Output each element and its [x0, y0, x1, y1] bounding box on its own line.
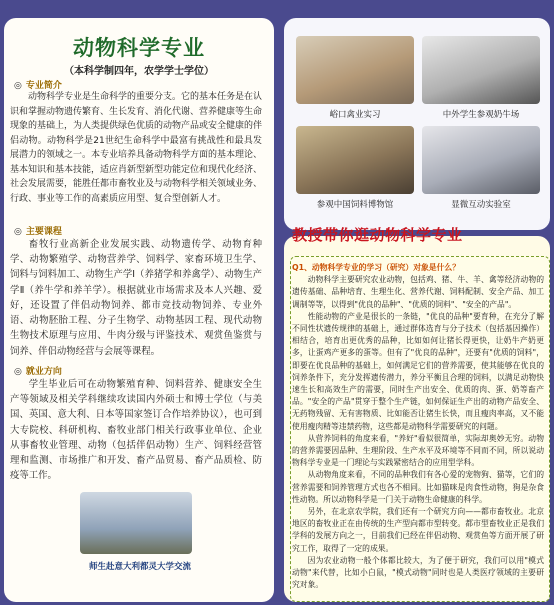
- photo-microscope-lab: [422, 126, 540, 194]
- section-text-career: 学生毕业后可在动物繁殖育种、饲料营养、健康安全生产等领域及相关学科继续攻读国内外硕士和博士学位（与美国、英国、意大利、日本等国家签订合作培养协议），也可到大专院校、科研机构、畜牧业部门相关行政事业单位、企业从事畜牧业管理、动物（包括伴侣动物）生产、饲料经营管理和监测、市场推广和开发、畜产品贸易、畜产品质检、防疫等工作。: [10, 379, 262, 482]
- photo-caption-4: 显微互动实验室: [451, 200, 511, 210]
- section-head-career: ◎ 就业方向: [14, 367, 62, 377]
- photo-caption-group: 师生赴意大利都灵大学交流: [88, 562, 191, 572]
- answer-paragraph: 因为农业动物一般个体都比较大，为了便于研究，我们可以用"模式动物"来代替，比如小白鼠，"模式动物"同时也是人类医疗领域的主要研究对象。: [292, 555, 544, 590]
- bullet-icon: ◎: [14, 367, 22, 377]
- photo-dairy-farm: [422, 36, 540, 104]
- bullet-icon: ◎: [14, 81, 22, 91]
- answer-paragraph: 性能动物的产业是很长的一条链，"优良的品种"要育种，在充分了解不同性状遗传规律的基础上，通过群体选育与分子技术（包括基因操作）相结合，培育出更优秀的品种，比如如何让猪长得更快，让奶牛产奶更多，让蛋鸡产更多的蛋等。但有了"优良的品种"，还要有"优质的饲料"，即要在优良品种的基础上，如何满足它们的营养需要，使其能够在优良的饲养条件下，充分发挥遗传潜力，养分平衡且合理的饲料，以满足动物快速生长和高效生产的需要，同时生产出安全、优质的肉、蛋、奶等畜产品。"安全的产品"贯穿于整个生产链，如何保证生产出的动物产品安全、无药物残留、无有害物质、比如能否让猪生长快，而且瘦肉率高，又不能使用瘦肉精等违禁药物，这些都是动物科学需要研究的问题。: [292, 311, 544, 431]
- section-text-courses: 畜牧行业高新企业发展实践、动物遗传学、动物育种学、动物繁殖学、动物营养学、饲料学、家畜环境卫生学、饲料与饲料加工、动物生产学Ⅰ（养猪学和养禽学）、动物生产学Ⅱ（养牛学和养羊学）。根据就业市场需求及本人兴趣、爱好，还设置了伴侣动物饲养、都市竞技动物饲养、专业外语、动物胚胎工程、分子生物学、动物基因工程、现代动物生物技术原理与应用、牛肉分级与评鉴技术、观赏鱼鉴赏与饲养、伴侣动物经营与会展等课程。: [10, 239, 262, 357]
- qa-heading: 教授带你逛动物科学专业: [292, 226, 463, 244]
- page-subtitle: （本科学制四年，农学学士学位）: [64, 66, 214, 77]
- section-head-intro: ◎ 专业简介: [14, 81, 62, 91]
- section-head-courses: ◎ 主要课程: [14, 227, 62, 237]
- group-photo: [80, 492, 192, 554]
- section-text-intro: 动物科学专业是生命科学的重要分支。它的基本任务是在认识和掌握动物遗传繁育、生长发育、消化代谢、营养健康等生命现象的基础上，为人类提供绿色优质的动物产品或安全健康的伴侣动物。动物科学是21世纪生命科学中最富有挑战性和最具发展潜力的领域之一。本专业培养具备动物科学方面的基本理论、基本知识和基本技能，适应肖新型新型功能定位和现代化经济、社会发展需要，能胜任都市畜牧业及与动物科学相关领域业务、行政、事业等工作的高素质应用型、复合型创新人才。: [10, 92, 263, 205]
- photo-caption-2: 中外学生参观奶牛场: [442, 110, 520, 120]
- photo-feed-museum: [296, 126, 414, 194]
- answer-paragraph: 从动物角度来看，不同的品种我们有各心爱的宠物狗、猫等，它们的营养需要和饲养管理方式也各不相同。比如猫咪是肉食性动物，狗是杂食性动物。所以动物科学是一门关于动物生命健康的科学。: [292, 470, 544, 504]
- question-1: Q1、动物科学专业的学习（研究）对象是什么？: [292, 263, 460, 272]
- answer-paragraph: 另外，在北京农学院，我们还有一个研究方向——都市畜牧业。北京地区的畜牧业正在由传统的生产型向都市型转变。都市型畜牧业正是我们学科的发展方向之一，目前我们已经在伴侣动物、观赏鱼等方面开展了研究工作，取得了一定的成果。: [292, 507, 544, 553]
- qa-content: [292, 262, 544, 591]
- bullet-icon: ◎: [14, 227, 22, 237]
- answer-paragraph: 从营养饲料的角度来看，"养好"看似很简单，实际却奥妙无穷。动物的营养需要因品种、生理阶段、生产水平及环境等不同而不同，所以说动物科学专业是一门理论与实践紧密结合的应用型学科。: [292, 433, 544, 468]
- answer-paragraph: 动物科学主要研究农业动物，包括鸡、猪、牛、羊、禽等经济动物的遗传基础、品种培育、生理生化、营养代谢、饲料配制、安全产品、加工调制等等，以得到"优良的品种"、"优质的饲料"、"安全的产品"。: [292, 275, 544, 309]
- photo-caption-3: 参观中国饲料博物馆: [316, 200, 394, 210]
- photo-farm-internship: [296, 36, 414, 104]
- photo-caption-1: 峪口禽业实习: [329, 110, 381, 120]
- page-title: 动物科学专业: [73, 36, 205, 60]
